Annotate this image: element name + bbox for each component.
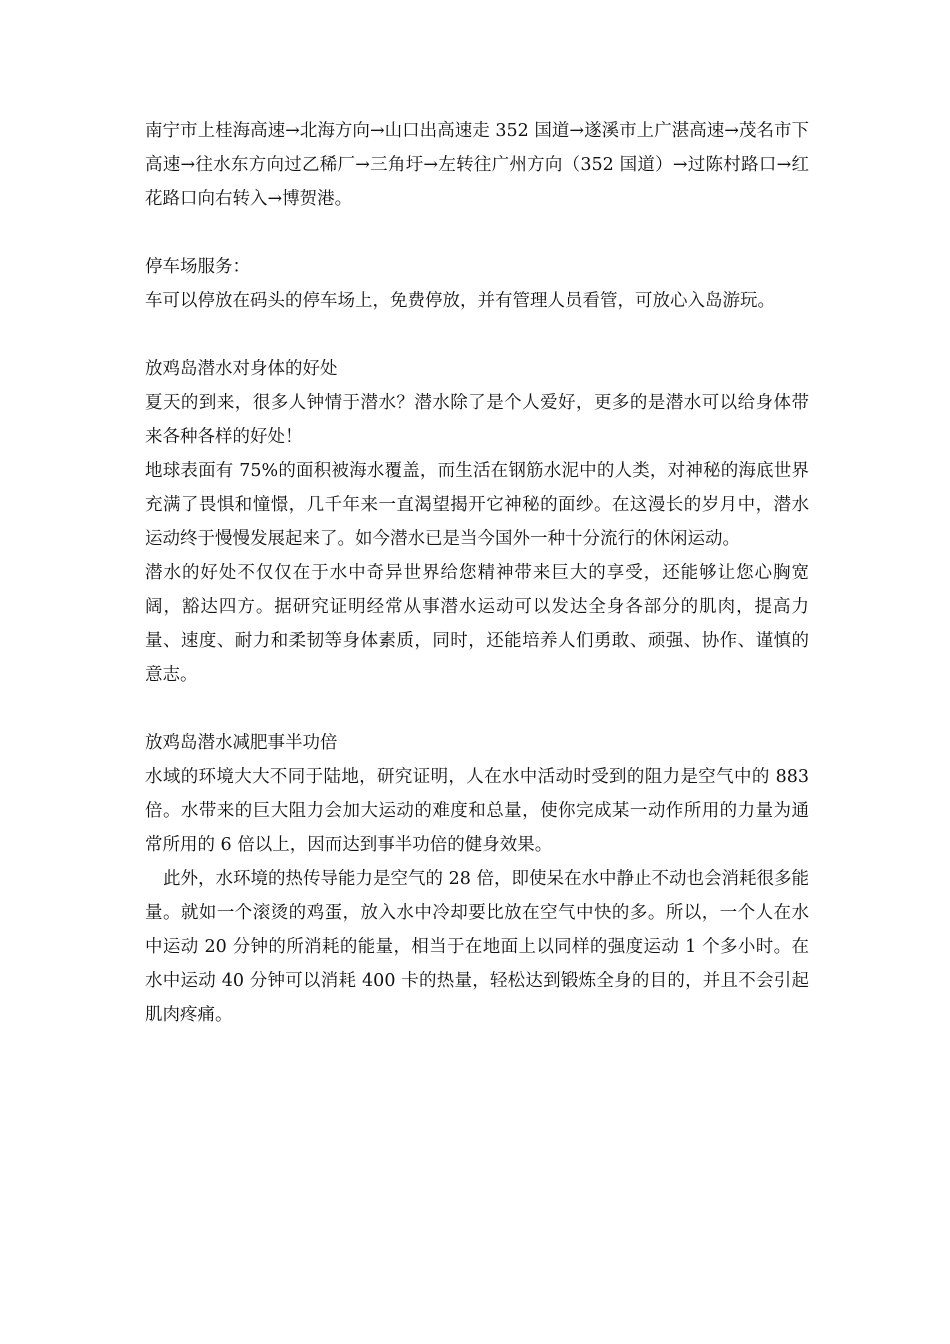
parking-heading: 停车场服务： xyxy=(145,257,250,277)
weightloss-heading: 放鸡岛潜水减肥事半功倍 xyxy=(145,733,338,753)
benefits-paragraph: 潜水的好处不仅仅在于水中奇异世界给您精神带来巨大的享受，还能够让您心胸宽阔，豁达四方。据研究证明经常从事潜水运动可以发达全身各部分的肌肉，提高力量、速度、耐力和柔韧等身体素质，同时，还能培养人们勇敢、顽强、协作、谨慎的意志。 xyxy=(145,563,809,685)
weightloss-paragraph: 此外，水环境的热传导能力是空气的 28 倍，即使呆在水中静止不动也会消耗很多能量。就如一个滚烫的鸡蛋，放入水中冷却要比放在空气中快的多。所以，一个人在水中运动 20 分钟的所消耗的能量，相当于在地面上以同样的强度运动 1 个多小时。在水中运动 40 分钟可以消耗 400 卡的热量，轻松达到锻炼全身的目的，并且不会引起肌肉疼痛。 xyxy=(145,869,809,1025)
benefits-heading: 放鸡岛潜水对身体的好处 xyxy=(145,359,338,379)
benefits-paragraph: 地球表面有 75%的面积被海水覆盖，而生活在钢筋水泥中的人类，对神秘的海底世界充满了畏惧和憧憬，几千年来一直渴望揭开它神秘的面纱。在这漫长的岁月中，潜水运动终于慢慢发展起来了。如今潜水已是当今国外一种十分流行的休闲运动。 xyxy=(145,461,809,549)
paragraph-gap xyxy=(145,216,809,250)
weightloss-paragraph: 水域的环境大大不同于陆地，研究证明，人在水中活动时受到的阻力是空气中的 883 倍。水带来的巨大阻力会加大运动的难度和总量，使你完成某一动作所用的力量为通常所用的 6 倍以上，因而达到事半功倍的健身效果。 xyxy=(145,767,809,855)
paragraph-gap xyxy=(145,318,809,352)
parking-text: 车可以停放在码头的停车场上，免费停放，并有管理人员看管，可放心入岛游玩。 xyxy=(145,291,775,311)
benefits-paragraph: 夏天的到来，很多人钟情于潜水？潜水除了是个人爱好，更多的是潜水可以给身体带来各种各样的好处！ xyxy=(145,393,809,447)
document-body xyxy=(145,114,809,1032)
paragraph-gap xyxy=(145,692,809,726)
route-directions: 南宁市上桂海高速→北海方向→山口出高速走 352 国道→遂溪市上广湛高速→茂名市下高速→往水东方向过乙稀厂→三角圩→左转往广州方向（352 国道）→过陈村路口→红花路口向右转入→博贺港。 xyxy=(145,121,809,209)
